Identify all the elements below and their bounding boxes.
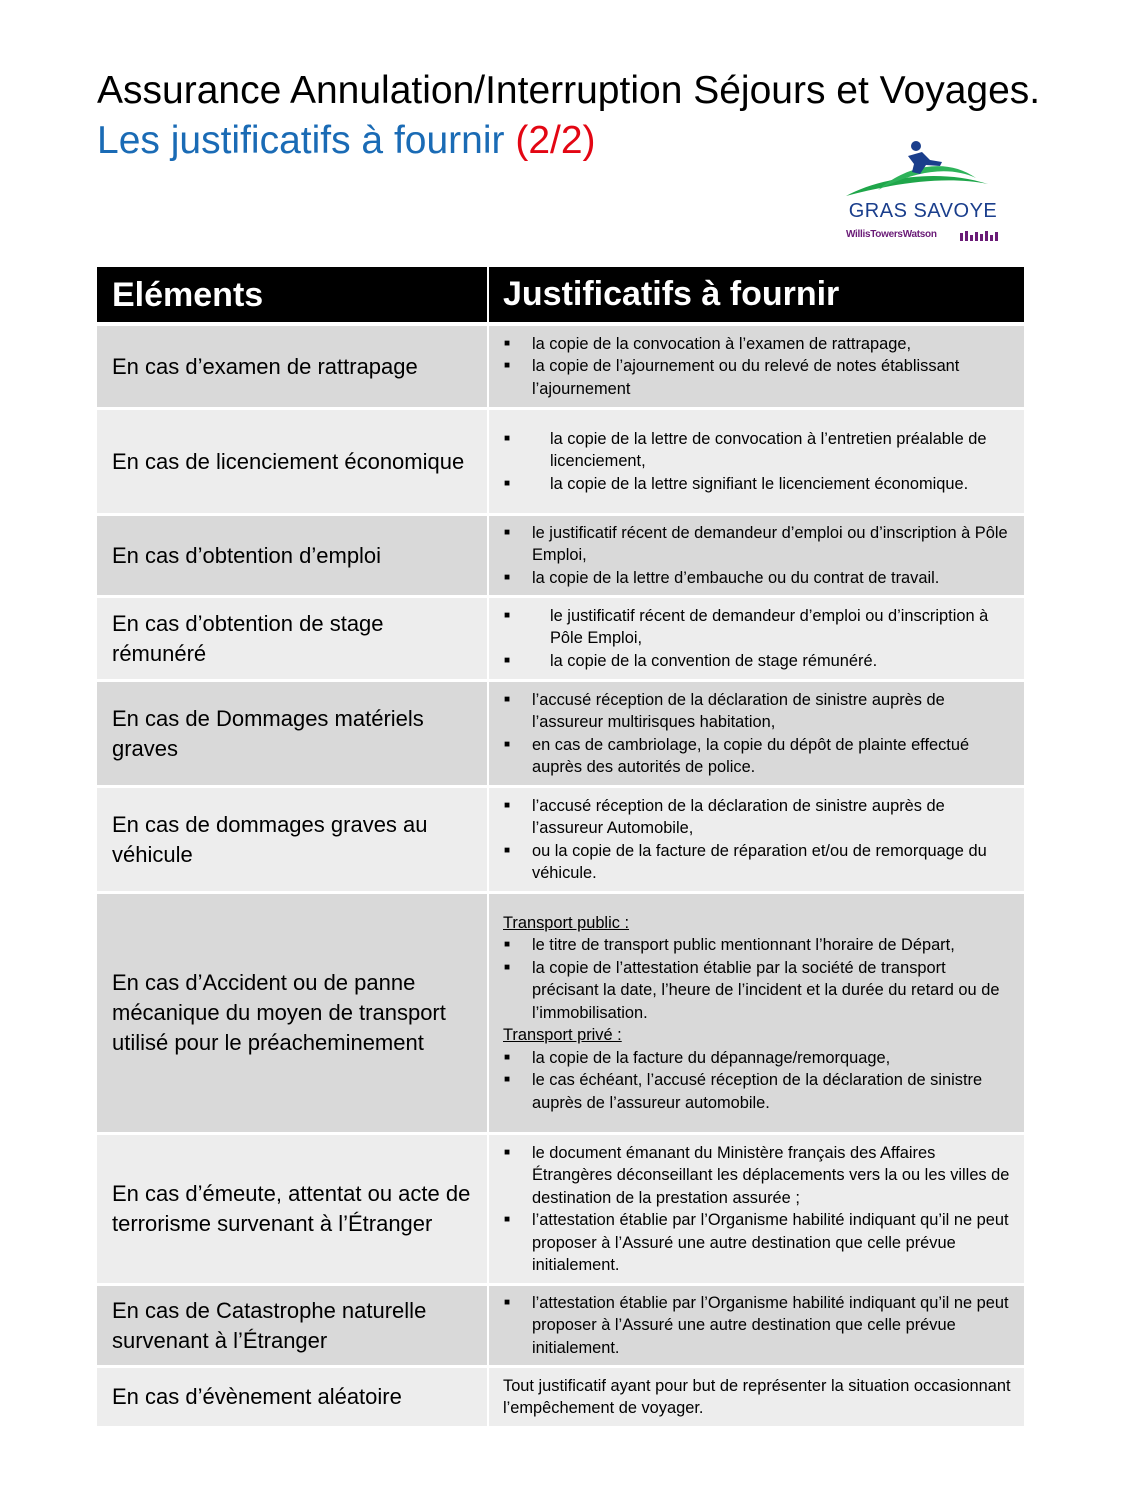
bullet-icon: ■ — [504, 477, 511, 489]
list-item — [503, 428, 1012, 473]
item-text: le justificatif récent de demandeur d’emploi ou d’inscription à Pôle Emploi, — [532, 523, 1008, 565]
row-justificatifs — [489, 598, 1024, 679]
row-element: En cas d’obtention de stage rémunéré — [97, 598, 487, 679]
table-row — [97, 788, 1024, 894]
row-justificatifs — [489, 894, 1024, 1132]
table-row — [97, 410, 1024, 516]
table-row — [97, 326, 1024, 410]
bullet-icon: ■ — [504, 939, 511, 951]
row-justificatifs — [489, 516, 1024, 595]
bullet-icon: ■ — [504, 1051, 511, 1063]
bullet-icon: ■ — [504, 693, 511, 705]
bullet-icon: ■ — [504, 337, 511, 349]
row-justificatifs — [489, 1286, 1024, 1365]
list-item — [503, 1292, 1012, 1360]
row-justificatifs — [489, 326, 1024, 407]
row-justificatifs — [489, 682, 1024, 785]
item-text: le titre de transport public mentionnant l’horaire de Départ, — [532, 936, 955, 955]
item-text: le document émanant du Ministère français des Affaires Étrangères déconseillant les déplacements vers la ou les villes de destination de la prestation assurée ; — [532, 1143, 1010, 1207]
item-text: la copie de l’ajournement ou du relevé de notes établissant l’ajournement — [532, 357, 960, 398]
list-item — [503, 1142, 1012, 1210]
item-text: en cas de cambriolage, la copie du dépôt de plainte effectué auprès des autorités de police. — [532, 735, 970, 776]
logo-subtitle: WillisTowersWatson — [846, 229, 937, 240]
list-item — [503, 840, 1012, 885]
bullet-icon: ■ — [504, 1146, 511, 1158]
column-header-justificatifs: Justificatifs à fournir — [489, 267, 1024, 322]
bullet-icon: ■ — [504, 799, 511, 811]
list-item — [503, 957, 1012, 1025]
list-item — [503, 567, 1012, 590]
justificatifs-table — [97, 267, 1024, 1429]
list-item — [503, 1069, 1012, 1114]
bullet-icon: ■ — [504, 844, 511, 856]
item-text: la copie de la lettre signifiant le licenciement économique. — [550, 474, 969, 493]
list-item — [503, 795, 1012, 840]
row-element: En cas de licenciement économique — [97, 410, 487, 513]
list-item — [503, 1209, 1012, 1277]
list-item — [503, 1047, 1012, 1070]
table-row — [97, 1368, 1024, 1429]
bullet-icon: ■ — [504, 738, 511, 750]
item-text: l’attestation établie par l’Organisme habilité indiquant qu’il ne peut proposer à l’Assuré une autre destination que celle prévue initialement. — [532, 1211, 1009, 1274]
table-row — [97, 894, 1024, 1135]
bullet-icon: ■ — [504, 1214, 511, 1225]
row-element: En cas d’obtention d’emploi — [97, 516, 487, 595]
item-text: la copie de la lettre d’embauche ou du contrat de travail. — [532, 568, 940, 587]
row-element: En cas d’examen de rattrapage — [97, 326, 487, 407]
table-header-row — [97, 267, 1024, 326]
item-text: la copie de la facture du dépannage/remorquage, — [532, 1048, 891, 1067]
row-justificatifs — [489, 410, 1024, 513]
item-text: le cas échéant, l’accusé réception de la déclaration de sinistre auprès de l’assureur automobile. — [532, 1071, 983, 1112]
gras-savoye-logo — [838, 138, 1008, 246]
transport-prive-heading: Transport privé : — [503, 1026, 622, 1045]
logo-name: GRAS SAVOYE — [848, 200, 998, 222]
list-item — [503, 473, 1012, 496]
list-item — [503, 650, 1012, 673]
table-row — [97, 516, 1024, 598]
row-justificatifs — [489, 1135, 1024, 1283]
row-element: En cas de Catastrophe naturelle survenant à l’Étranger — [97, 1286, 487, 1365]
item-text: l’attestation établie par l’Organisme habilité indiquant qu’il ne peut proposer à l’Assuré une autre destination que celle prévue initialement. — [532, 1293, 1009, 1357]
row-justificatifs — [489, 788, 1024, 891]
gras-savoye-logo-icon — [838, 138, 1008, 198]
row-element: En cas d’émeute, attentat ou acte de terrorisme survenant à l’Étranger — [97, 1135, 487, 1283]
table-row — [97, 1286, 1024, 1368]
item-text: la copie de la convention de stage rémunéré. — [550, 651, 878, 670]
item-text: l’accusé réception de la déclaration de sinistre auprès de l’assureur multirisques habitation, — [532, 690, 945, 731]
row-element: En cas de dommages graves au véhicule — [97, 788, 487, 891]
bullet-icon: ■ — [504, 961, 511, 973]
item-text: la copie de la convocation à l’examen de rattrapage, — [532, 334, 912, 353]
row-element: En cas d’Accident ou de panne mécanique du moyen de transport utilisé pour le préacheminement — [97, 894, 487, 1132]
list-item — [503, 522, 1012, 567]
item-text: le justificatif récent de demandeur d’emploi ou d’inscription à Pôle Emploi, — [550, 606, 989, 648]
item-text: l’accusé réception de la déclaration de sinistre auprès de l’assureur Automobile, — [532, 796, 945, 837]
table-row — [97, 682, 1024, 788]
list-item — [503, 605, 1012, 650]
item-text: la copie de l’attestation établie par la société de transport précisant la date, l’heure de l’incident et la durée du retard ou de l’immobilisation. — [532, 958, 1000, 1022]
page-marker: (2/2) — [515, 119, 596, 162]
list-item — [503, 333, 1012, 356]
table-row — [97, 598, 1024, 682]
row-element: En cas de Dommages matériels graves — [97, 682, 487, 785]
bullet-icon: ■ — [504, 654, 511, 666]
list-item — [503, 355, 1012, 400]
list-item — [503, 934, 1012, 957]
row-justificatifs — [489, 1368, 1024, 1426]
bullet-icon: ■ — [504, 432, 511, 444]
subtitle-text: Les justificatifs à fournir — [97, 119, 505, 162]
bullet-icon: ■ — [504, 526, 511, 538]
page-subtitle — [97, 116, 596, 166]
bullet-icon: ■ — [504, 571, 511, 583]
bullet-icon: ■ — [504, 609, 511, 621]
table-row — [97, 1135, 1024, 1286]
list-item — [503, 689, 1012, 734]
transport-public-heading: Transport public : — [503, 913, 630, 932]
column-header-elements: Eléments — [97, 267, 487, 322]
bullet-icon: ■ — [504, 1074, 511, 1086]
row-element: En cas d’évènement aléatoire — [97, 1368, 487, 1426]
logo-bars-icon — [960, 231, 1000, 241]
bullet-icon: ■ — [504, 360, 511, 372]
page-title: Assurance Annulation/Interruption Séjours et Voyages. — [97, 69, 1041, 112]
item-text: ou la copie de la facture de réparation et/ou de remorquage du véhicule. — [532, 841, 987, 882]
item-text: la copie de la lettre de convocation à l’entretien préalable de licenciement, — [550, 429, 987, 471]
row-text: Tout justificatif ayant pour but de représenter la situation occasionnant l’empêchement de voyager. — [503, 1376, 1011, 1417]
bullet-icon: ■ — [504, 1296, 511, 1308]
list-item — [503, 734, 1012, 779]
